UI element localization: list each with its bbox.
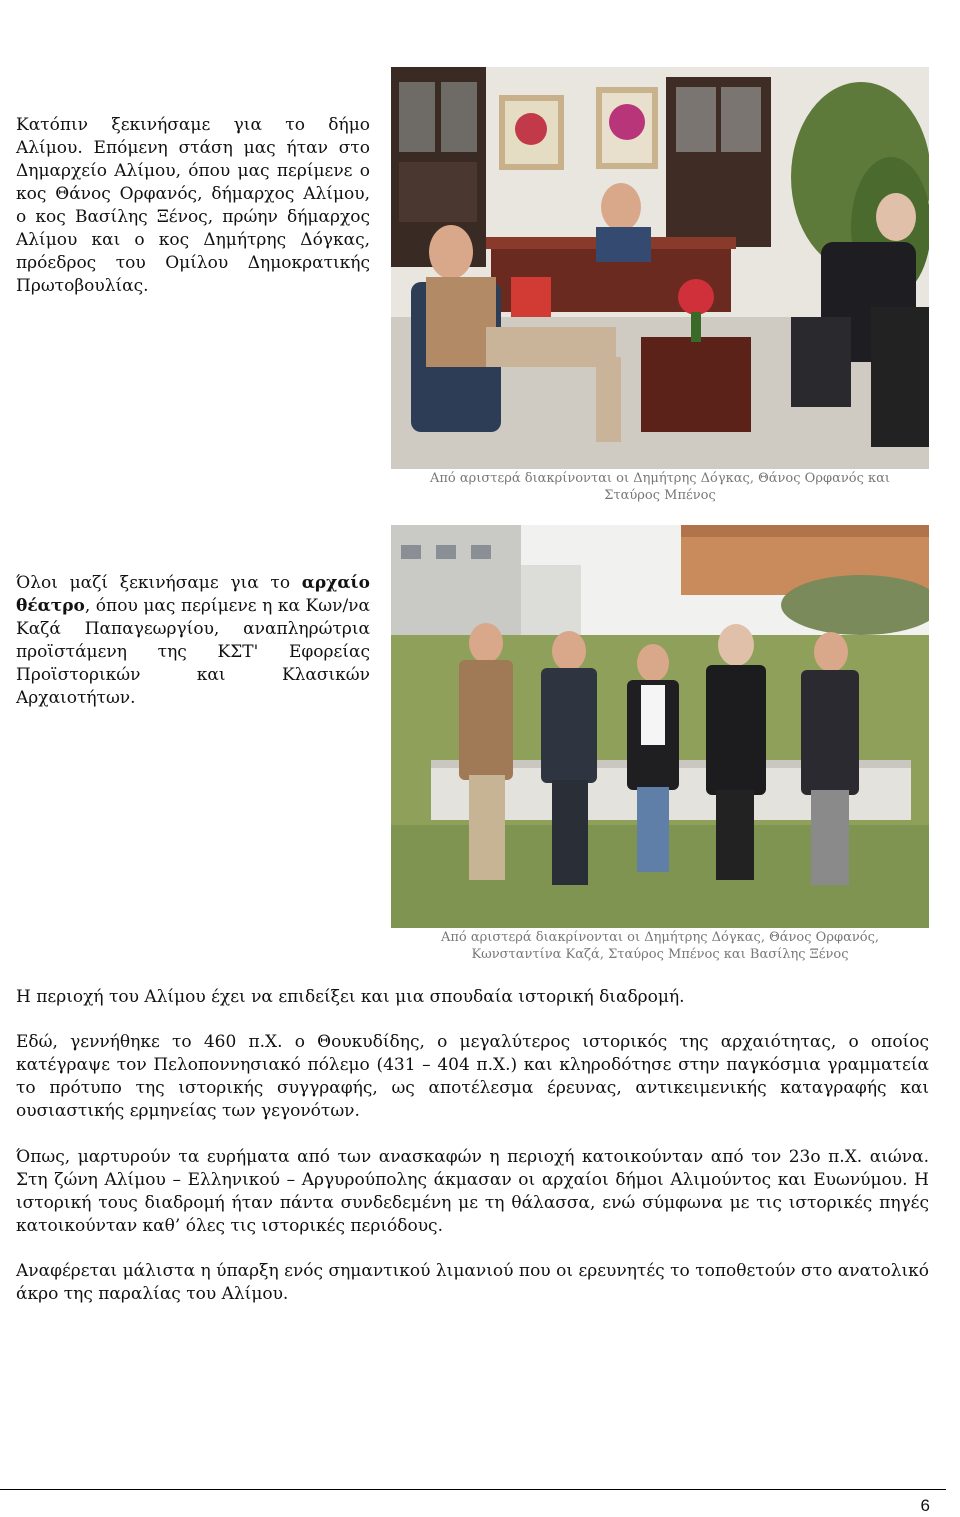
photo1-caption: Από αριστερά διακρίνονται οι Δημήτρης Δόγκας, Θάνος Ορφανός και Σταύρος Μπένος (429, 471, 890, 503)
history-intro-paragraph: Η περιοχή του Αλίμου έχει να επιδείξει και μια σπουδαία ιστορική διαδρομή. (16, 987, 685, 1007)
harbour-paragraph: Αναφέρεται μάλιστα η ύπαρξη ενός σημαντικού λιμανιού που οι ερευνητές το τοποθετούν στο ανατολικό άκρο της παραλίας του Αλίμου. (16, 1261, 929, 1304)
photo2-caption: Από αριστερά διακρίνονται οι Δημήτρης Δόγκας, Θάνος Ορφανός, Κωνσταντίνα Καζά, Σταύρος Μπένος και Βασίλης Ξένος (440, 930, 879, 962)
archaeology-paragraph: Όπως, μαρτυρούν τα ευρήματα από των ανασκαφών η περιοχή κατοικούνταν από τον 23ο π.Χ. αιώνα. Στη ζώνη Αλίμου – Ελληνικού – Αργυρούπολης άκμασαν οι αρχαίοι δήμοι Αλιμούντος και Ευωνύμου. Η ιστορική τους διαδρομή ήταν πάντα συνδεδεμένη με τη θάλασσα, ενώ σύμφωνα με τις ιστορικές πηγές κατοικούνταν καθ’ όλες τις ιστορικές περιόδους. (16, 1147, 929, 1236)
ancient-theatre-bold: αρχαίο θέατρο (16, 573, 370, 616)
group-photo (391, 525, 929, 928)
intro-paragraph: Κατόπιν ξεκινήσαμε για το δήμο Αλίμου. Επόμενη στάση μας ήταν στο Δημαρχείο Αλίμου, όπου μας περίμενε ο κος Θάνος Ορφανός, δήμαρχος Αλίμου, ο κος Βασίλης Ξένος, πρώην δήμαρχος Αλίμου και ο κος Δημήτρης Δόγκας, πρόεδρος του Ομίλου Δημοκρατικής Πρωτοβουλίας. (16, 115, 370, 296)
theatre-text-before: Όλοι μαζί ξεκινήσαμε για το (16, 573, 302, 593)
theatre-paragraph (16, 572, 370, 710)
page-number: 6 (920, 1496, 930, 1515)
thucydides-paragraph: Εδώ, γεννήθηκε το 460 π.Χ. ο Θουκυδίδης, ο μεγαλύτερος ιστορικός της αρχαιότητας, ο οποίος κατέγραψε τον Πελοποννησιακό πόλεμο (431 – 404 π.Χ.) και κληροδότησε στην παγκόσμια γραμματεία το πρότυπο της ιστορικής συγγραφής, ως αποτέλεσμα έρευνας, αντικειμενικής καταγραφής και ουσιαστικής ερμηνείας των γεγονότων. (16, 1032, 929, 1121)
theatre-text-after: , όπου μας περίμενε η κα Κων/να Καζά Παπαγεωργίου, αναπληρώτρια προϊστάμενη της ΚΣΤ' Εφορείας Προϊστορικών και Κλασικών Αρχαιοτήτων. (16, 596, 370, 708)
footer-rule (0, 1489, 946, 1490)
office-meeting-photo (391, 67, 929, 469)
